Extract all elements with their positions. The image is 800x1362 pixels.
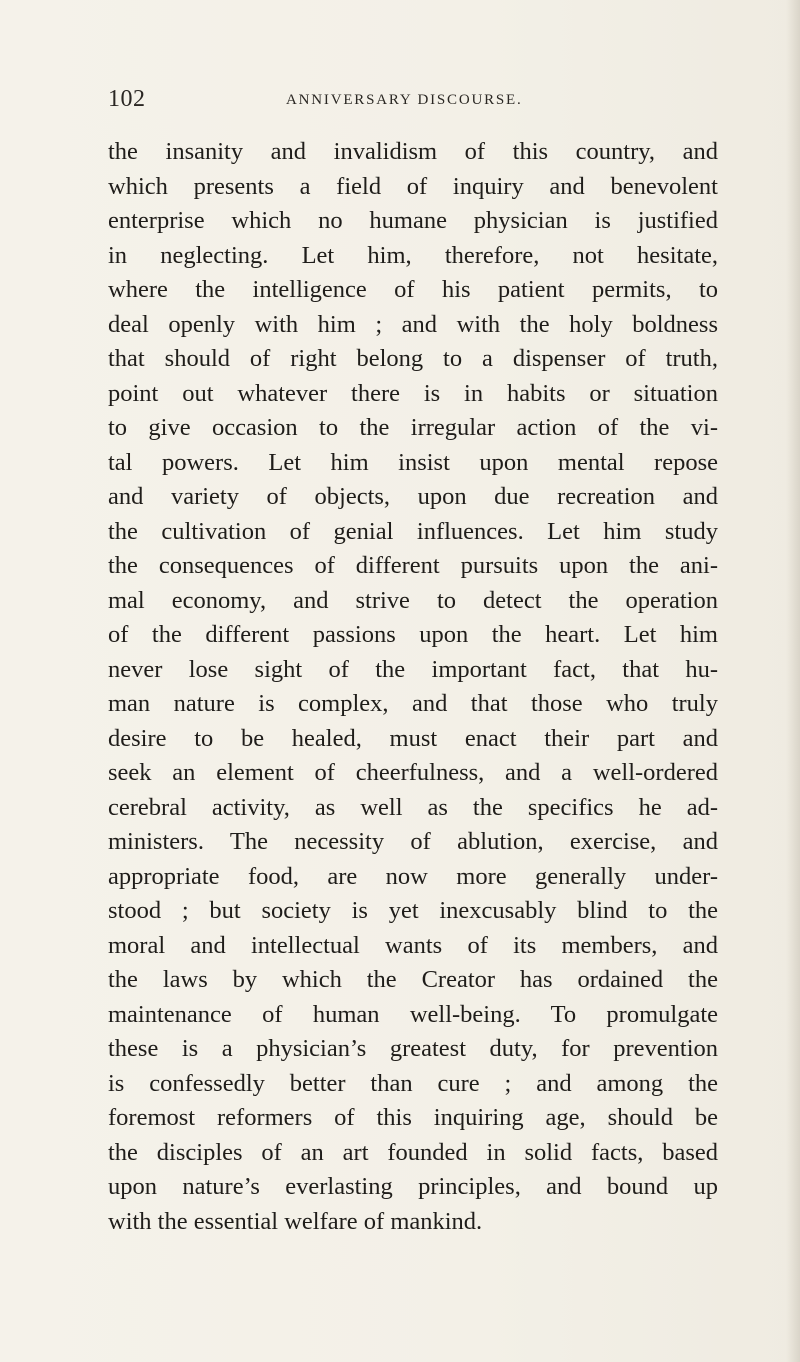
text-line: seek an element of cheerfulness, and a well-ordered xyxy=(108,759,718,786)
text-line: the disciples of an art founded in solid facts, based xyxy=(108,1138,718,1166)
text-line: man nature is complex, and that those who truly xyxy=(108,690,718,717)
text-line: that should of right belong to a dispenser of truth, xyxy=(108,345,718,372)
text-line: the cultivation of genial influences. Let him study xyxy=(108,517,718,545)
text-line: appropriate food, are now more generally under- xyxy=(108,862,718,890)
text-line: the laws by which the Creator has ordained the xyxy=(108,966,718,993)
text-line: to give occasion to the irregular action of the vi- xyxy=(108,414,718,441)
text-line: enterprise which no humane physician is justified xyxy=(108,207,718,234)
text-line: stood ; but society is yet inexcusably blind to the xyxy=(108,897,718,924)
text-line: the consequences of different pursuits upon the ani- xyxy=(108,552,718,579)
text-line: maintenance of human well-being. To promulgate xyxy=(108,1000,718,1028)
text-line: tal powers. Let him insist upon mental repose xyxy=(108,448,718,476)
running-header xyxy=(108,84,708,114)
text-line: moral and intellectual wants of its members, and xyxy=(108,931,718,959)
text-line: upon nature’s everlasting principles, and bound up xyxy=(108,1173,718,1200)
text-line: where the intelligence of his patient permits, to xyxy=(108,276,718,303)
text-line: which presents a field of inquiry and benevolent xyxy=(108,172,718,200)
page-edge-shadow xyxy=(786,0,800,1362)
text-line: the insanity and invalidism of this country, and xyxy=(108,138,718,165)
text-line: and variety of objects, upon due recreation and xyxy=(108,483,718,510)
text-line: point out whatever there is in habits or situation xyxy=(108,379,718,407)
text-line: cerebral activity, as well as the specifics he ad- xyxy=(108,793,718,821)
body-paragraph xyxy=(108,135,718,1239)
text-line: mal economy, and strive to detect the operation xyxy=(108,586,718,614)
text-line: in neglecting. Let him, therefore, not hesitate, xyxy=(108,241,718,269)
text-line: foremost reformers of this inquiring age, should be xyxy=(108,1104,718,1131)
text-line: of the different passions upon the heart. Let him xyxy=(108,621,718,648)
text-line: never lose sight of the important fact, that hu- xyxy=(108,655,718,683)
page-number: 102 xyxy=(108,86,146,112)
text-line: is confessedly better than cure ; and among the xyxy=(108,1069,718,1097)
text-line: desire to be healed, must enact their part and xyxy=(108,724,718,752)
text-line: with the essential welfare of mankind. xyxy=(108,1207,483,1235)
text-line: deal openly with him ; and with the holy boldness xyxy=(108,310,718,338)
text-line: ministers. The necessity of ablution, exercise, and xyxy=(108,828,718,855)
running-title: ANNIVERSARY DISCOURSE. xyxy=(286,92,523,108)
text-line: these is a physician’s greatest duty, for prevention xyxy=(108,1035,718,1062)
